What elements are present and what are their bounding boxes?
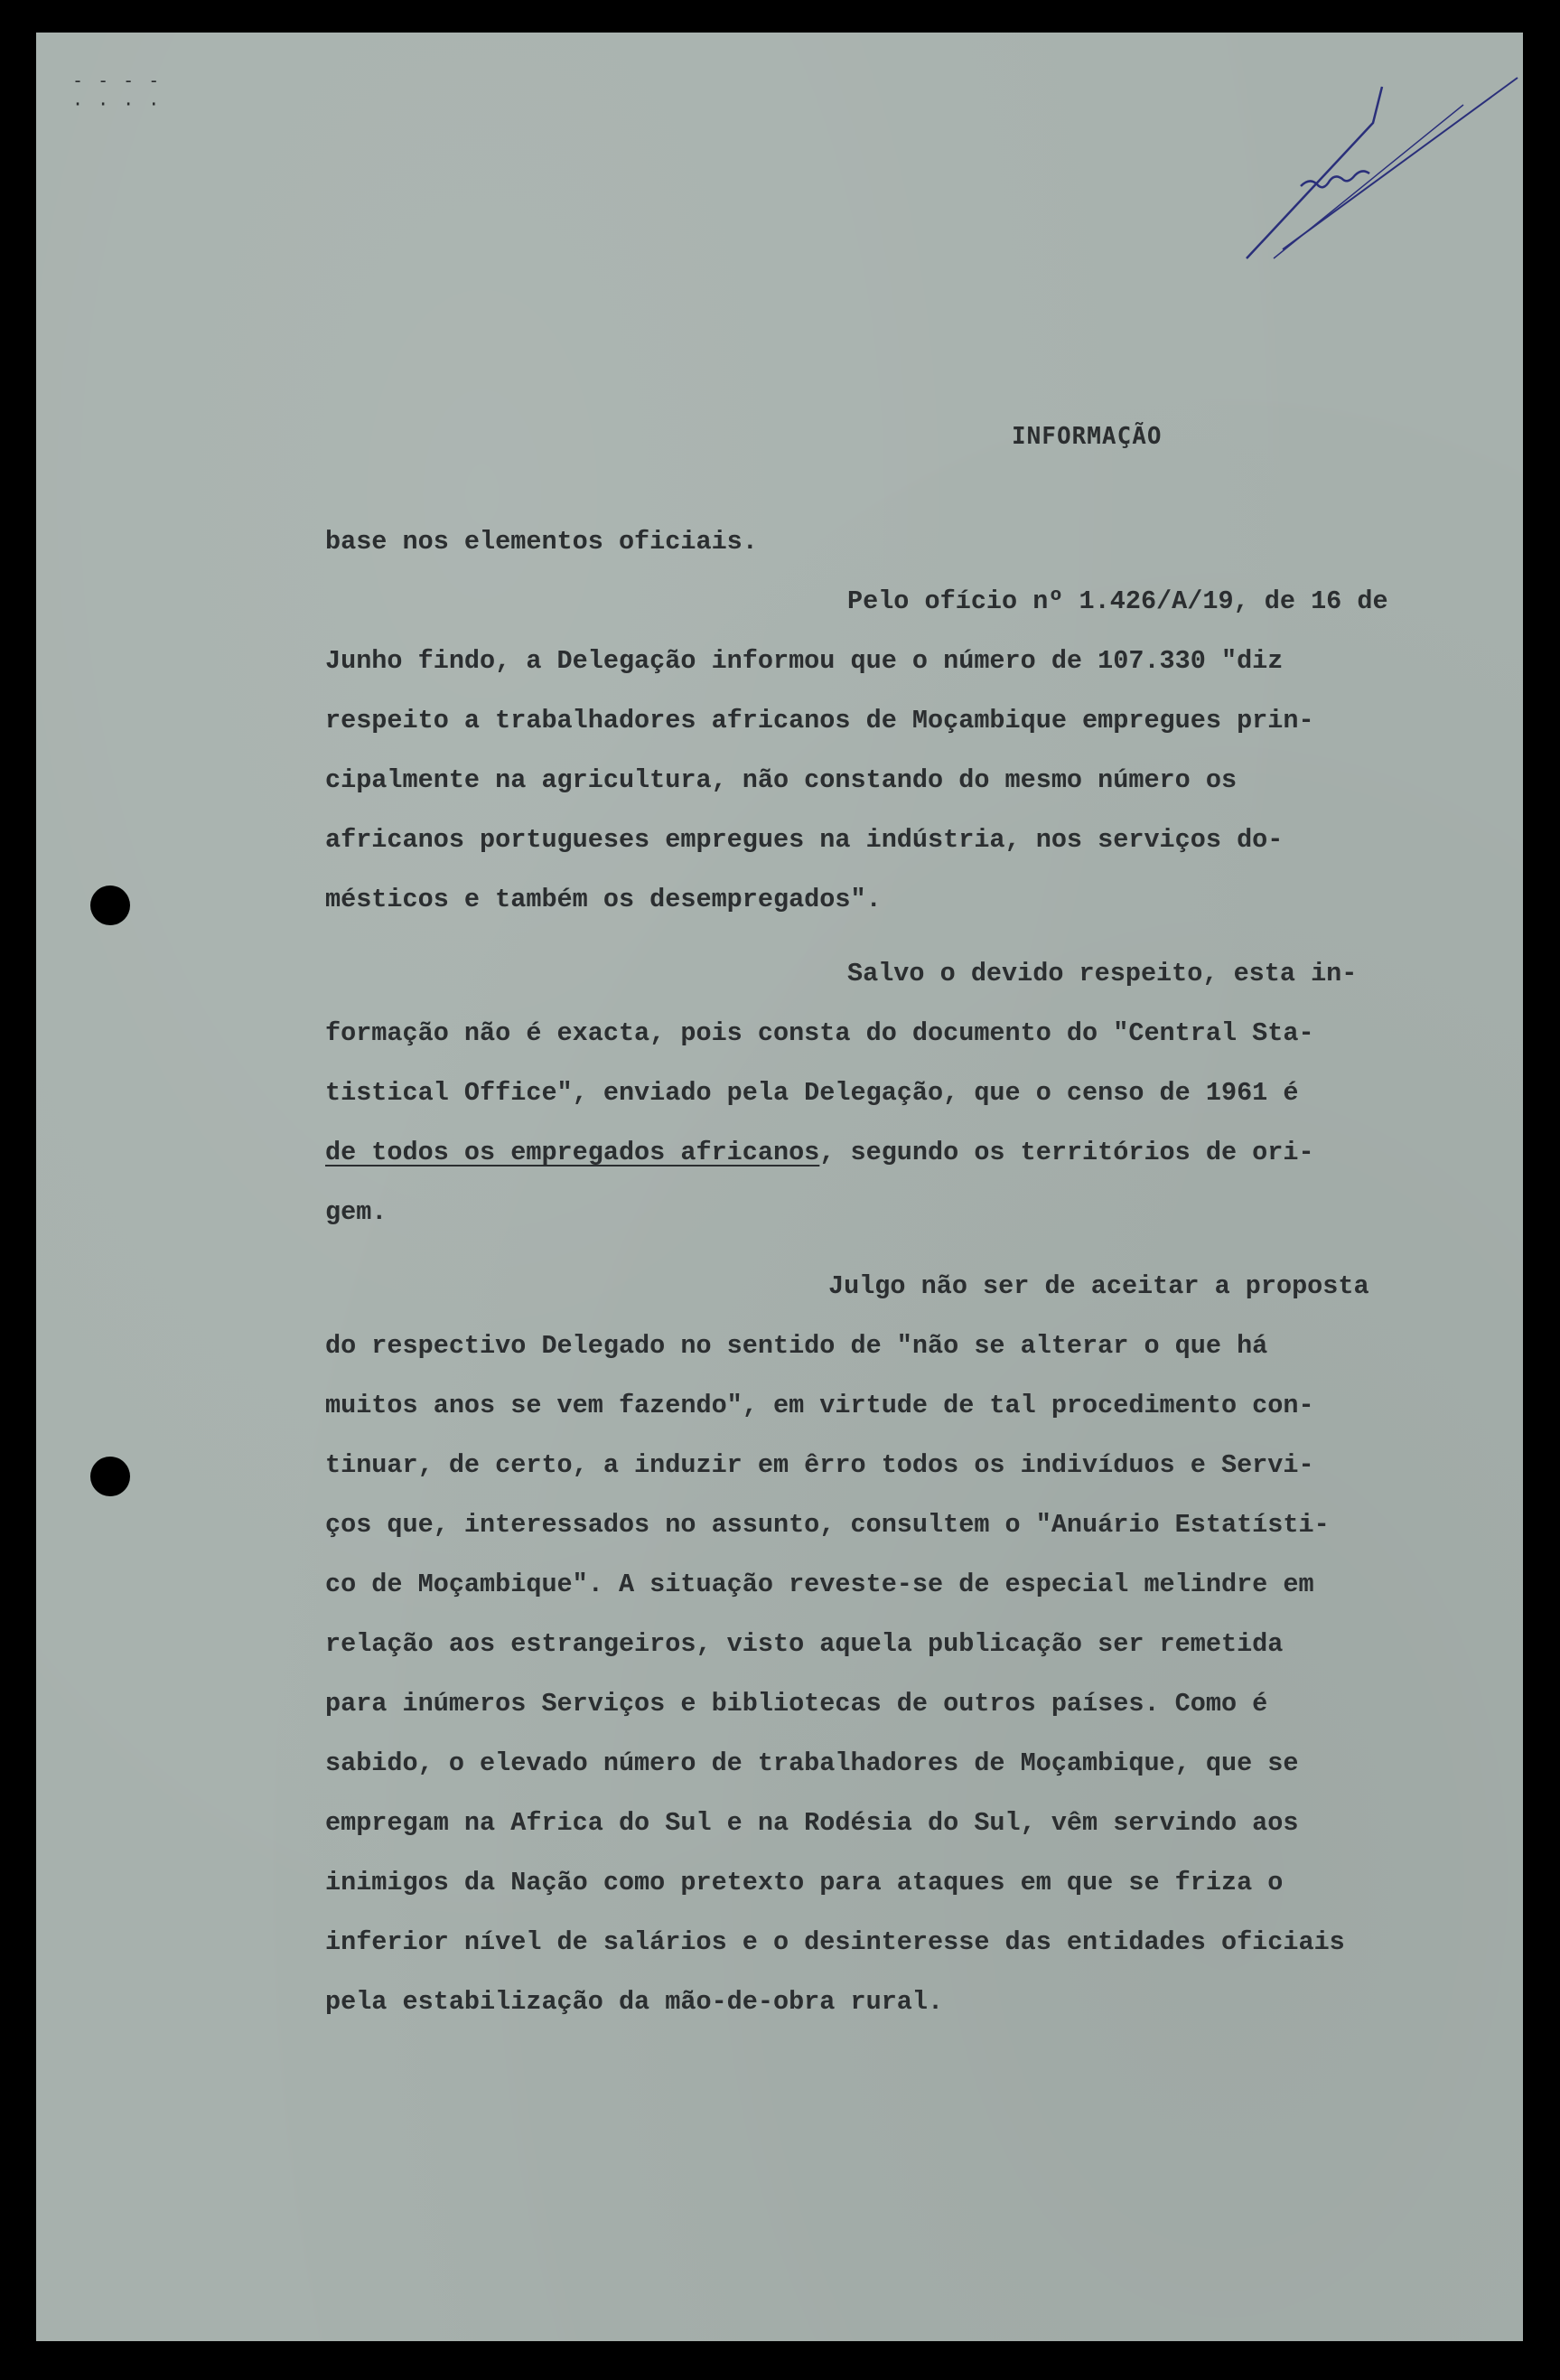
text-line: ços que, interessados no assunto, consultem o "Anuário Estatísti- (325, 1510, 1330, 1540)
underlined-phrase: de todos os empregados africanos (325, 1138, 820, 1167)
text-line: sabido, o elevado número de trabalhadores de Moçambique, que se (325, 1748, 1299, 1778)
document-page (36, 33, 1523, 2341)
text-line: Salvo o devido respeito, esta in- (847, 959, 1358, 989)
text-line: gem. (325, 1197, 388, 1227)
text-line: Julgo não ser de aceitar a proposta (828, 1271, 1369, 1301)
corner-marks (72, 69, 161, 116)
text-line: co de Moçambique". A situação reveste-se de especial melindre em (325, 1569, 1314, 1599)
text-line: relação aos estrangeiros, visto aquela publicação ser remetida (325, 1629, 1284, 1659)
text-line: pela estabilização da mão-de-obra rural. (325, 1987, 944, 2017)
text-line: para inúmeros Serviços e bibliotecas de outros países. Como é (325, 1689, 1268, 1719)
punch-hole-icon (90, 885, 130, 925)
text-line: inferior nível de salários e o desinteresse das entidades oficiais (325, 1927, 1345, 1957)
document-heading: INFORMAÇÃO (1012, 423, 1163, 450)
text-line: cipalmente na agricultura, não constando do mesmo número os (325, 765, 1238, 795)
text-line: tinuar, de certo, a induzir em êrro todos os indivíduos e Servi- (325, 1450, 1314, 1480)
text-line: africanos portugueses empregues na indústria, nos serviços do- (325, 825, 1284, 855)
corner-mark-line: · · · · (72, 93, 162, 115)
corner-mark-line: - - - - (72, 70, 162, 91)
text-line: mésticos e também os desempregados". (325, 885, 882, 914)
text-line: Junho findo, a Delegação informou que o número de 107.330 "diz (325, 646, 1284, 676)
text-line: respeito a trabalhadores africanos de Moçambique empregues prin- (325, 706, 1314, 736)
punch-hole-icon (90, 1457, 130, 1496)
text-line (325, 1135, 1314, 1171)
text-line: muitos anos se vem fazendo", em virtude de tal procedimento con- (325, 1391, 1314, 1420)
text-line: formação não é exacta, pois consta do documento do "Central Sta- (325, 1018, 1314, 1048)
text-line-rest: , segundo os territórios de ori- (819, 1138, 1314, 1167)
text-line: base nos elementos oficiais. (325, 527, 758, 557)
text-line: Pelo ofício nº 1.426/A/19, de 16 de (847, 586, 1388, 616)
text-line: tistical Office", enviado pela Delegação, que o censo de 1961 é (325, 1078, 1299, 1108)
signature-icon (1192, 69, 1523, 340)
text-line: inimigos da Nação como pretexto para ataques em que se friza o (325, 1868, 1284, 1897)
text-line: empregam na Africa do Sul e na Rodésia do Sul, vêm servindo aos (325, 1808, 1299, 1838)
text-line: do respectivo Delegado no sentido de "não se alterar o que há (325, 1331, 1268, 1361)
